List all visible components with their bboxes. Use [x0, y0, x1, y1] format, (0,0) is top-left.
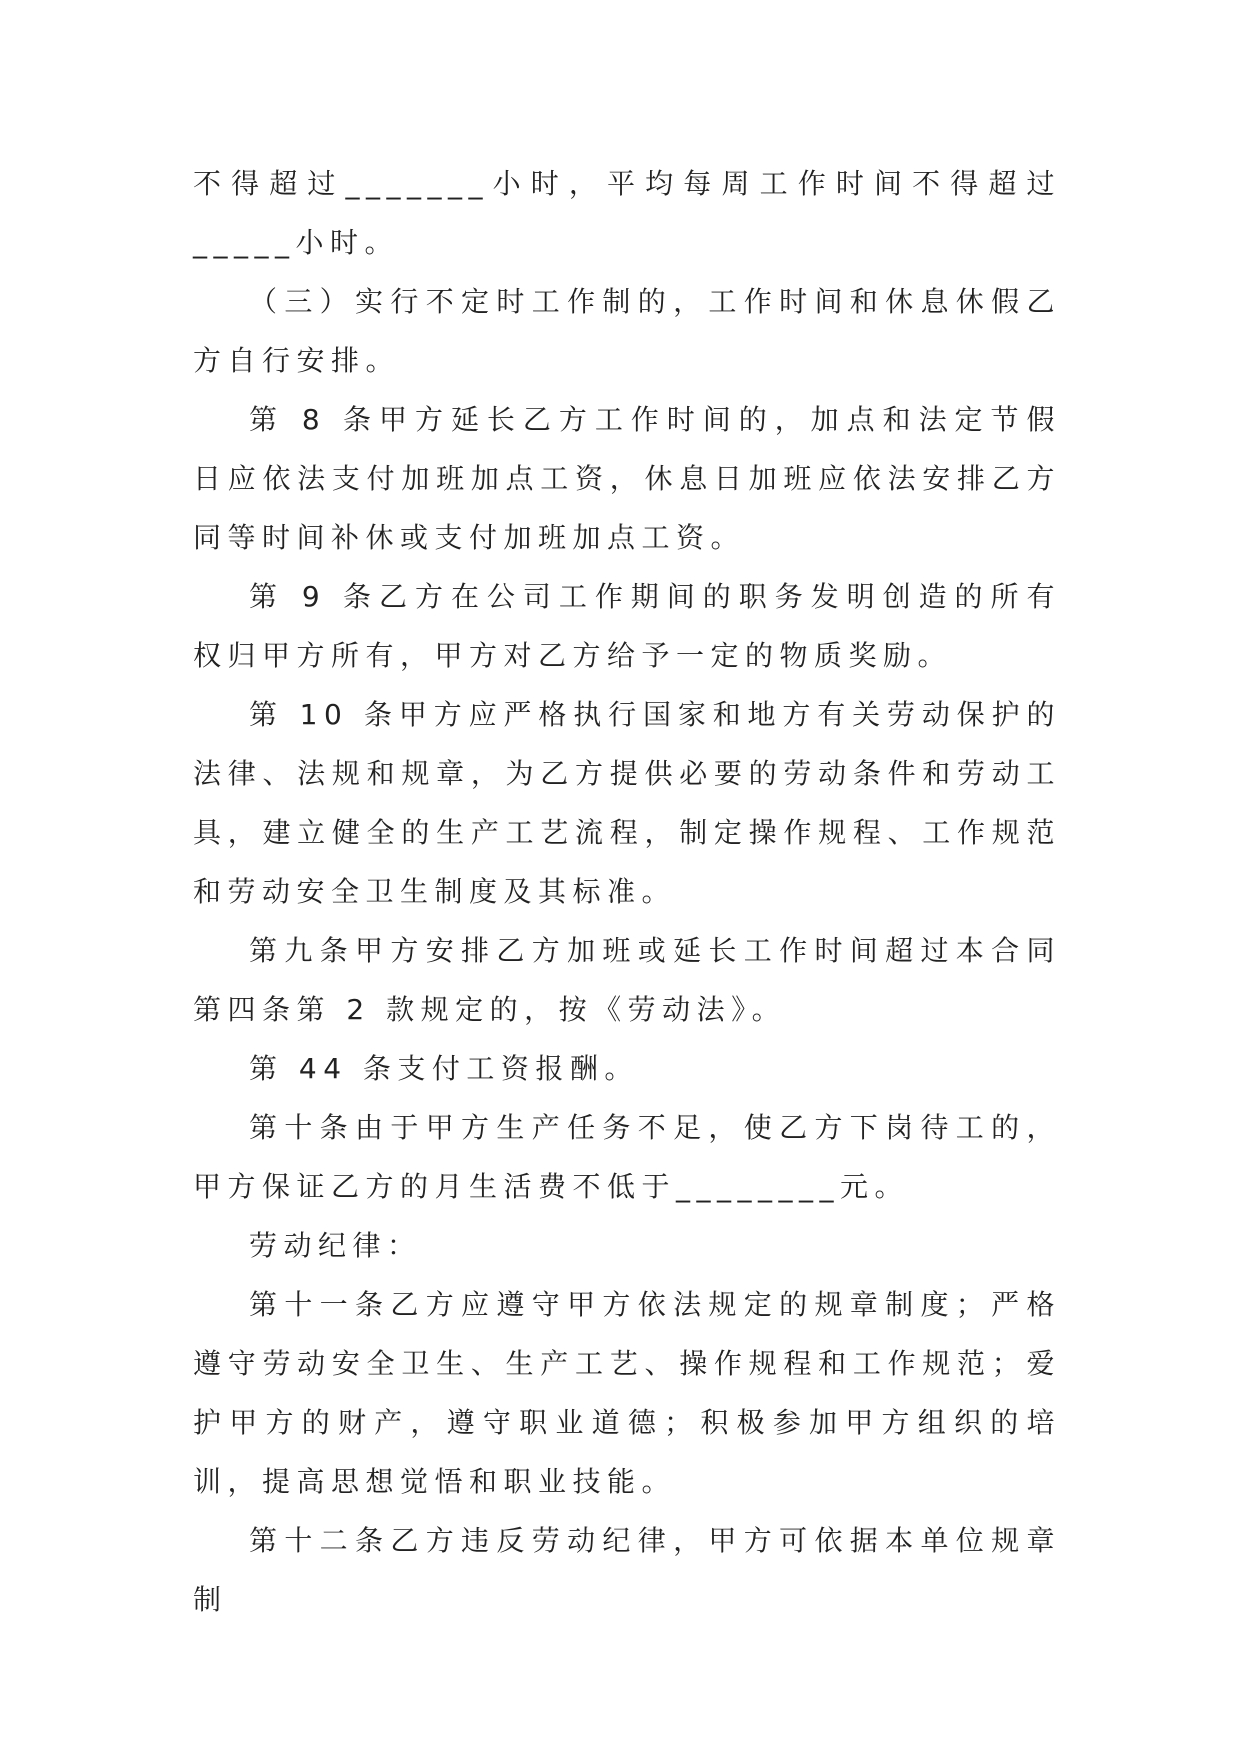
- paragraph-article-eleven: 第十一条乙方应遵守甲方依法规定的规章制度；严格遵守劳动安全卫生、生产工艺、操作规程和工作规范；爱护甲方的财产，遵守职业道德；积极参加甲方组织的培训，提高思想觉悟和职业技能。: [193, 1288, 1061, 1498]
- paragraph-flexible-hours: （三）实行不定时工作制的，工作时间和休息休假乙方自行安排。: [193, 285, 1061, 377]
- document-body: [193, 154, 1061, 1629]
- paragraph-article-9: 第 9 条乙方在公司工作期间的职务发明创造的所有权归甲方所有，甲方对乙方给予一定的物质奖励。: [193, 580, 1061, 672]
- paragraph-article-ten: 第十条由于甲方生产任务不足，使乙方下岗待工的，甲方保证乙方的月生活费不低于________元。: [193, 1111, 1061, 1203]
- heading-labor-discipline: 劳动纪律：: [249, 1229, 422, 1262]
- paragraph-article-8: 第 8 条甲方延长乙方工作时间的，加点和法定节假日应依法支付加班加点工资，休息日加班应依法安排乙方同等时间补休或支付加班加点工资。: [193, 403, 1061, 554]
- paragraph-article-nine: 第九条甲方安排乙方加班或延长工作时间超过本合同第四条第 2 款规定的，按《劳动法》。: [193, 934, 1061, 1026]
- paragraph-working-hours-limit: 不得超过_______小时，平均每周工作时间不得超过_____小时。: [193, 167, 1061, 259]
- paragraph-article-twelve: 第十二条乙方违反劳动纪律，甲方可依据本单位规章制: [193, 1524, 1061, 1616]
- paragraph-article-44: 第 44 条支付工资报酬。: [249, 1052, 639, 1085]
- paragraph-article-10: 第 10 条甲方应严格执行国家和地方有关劳动保护的法律、法规和规章，为乙方提供必要的劳动条件和劳动工具，建立健全的生产工艺流程，制定操作规程、工作规范和劳动安全卫生制度及其标准。: [193, 698, 1061, 908]
